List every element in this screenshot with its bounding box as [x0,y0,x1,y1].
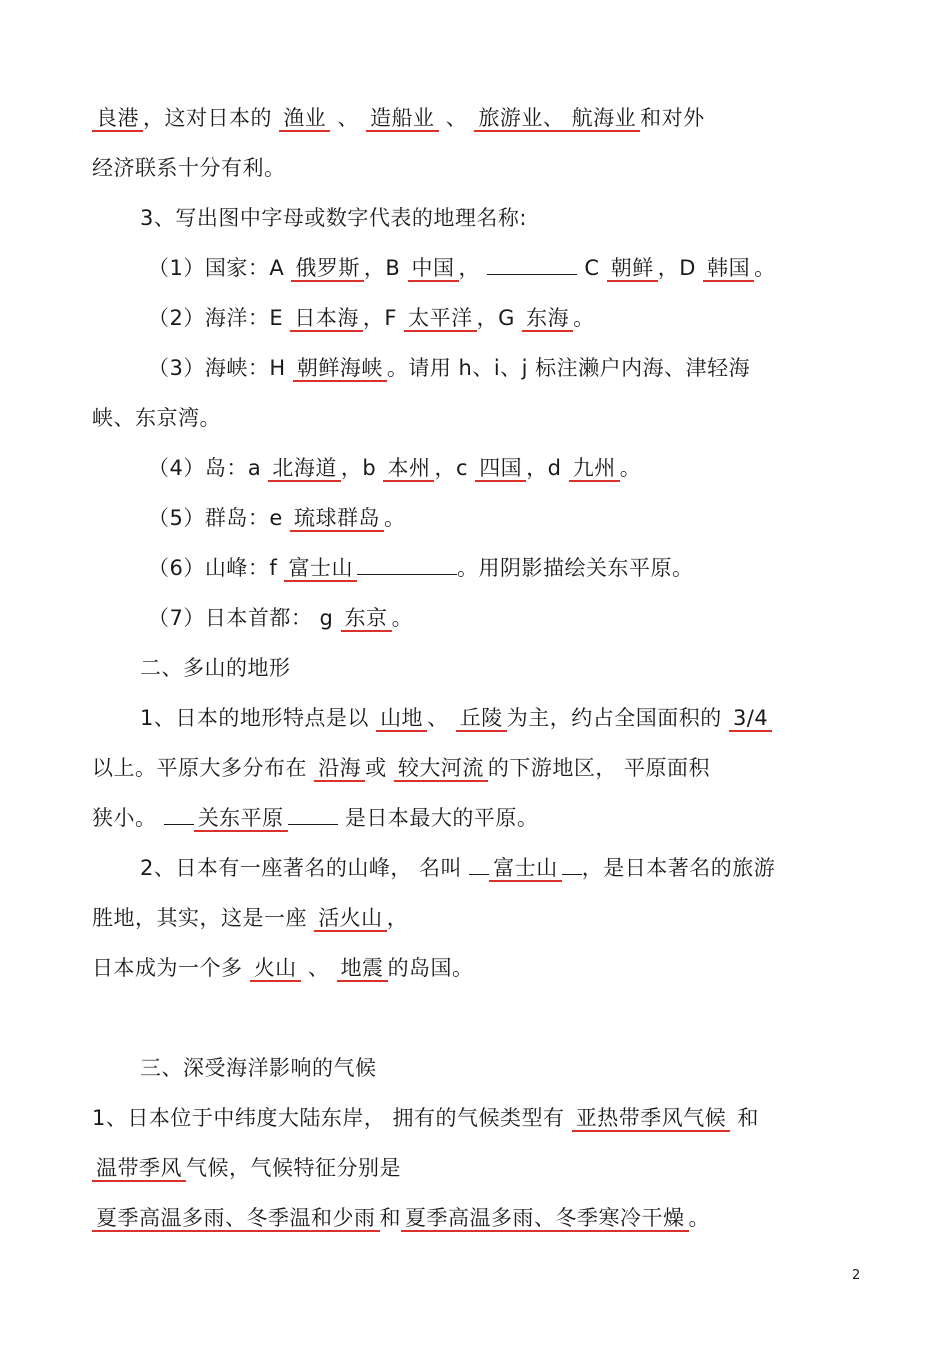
text-run: 。用阴影描绘关东平原。 [456,556,694,580]
answer-fill: 活火山 [314,906,387,932]
text-line-5 [148,303,595,333]
text-run: ，F [362,306,397,330]
blank-line [562,874,582,875]
page-number: 2 [852,1268,861,1283]
answer-fill: 丘陵 [456,706,507,732]
answer-fill: 太平洋 [404,306,477,332]
text-run: ，这对日本的 [143,106,272,130]
text-run: （1）国家：A [148,256,285,280]
text-run: （6）山峰：f [148,556,278,580]
text-run: 1、日本位于中纬度大陆东岸， 拥有的气候类型有 [92,1106,565,1130]
blank-line [288,824,338,825]
answer-fill: 造船业 [366,106,439,132]
blank-line [487,274,577,275]
text-run: 、 [445,106,468,130]
text-run: 、 [427,706,449,730]
answer-fill: 朝鲜海峡 [293,356,387,382]
blank-line [469,874,489,875]
text-run: 的岛国。 [387,956,474,980]
text-run: 3、写出图中字母或数字代表的地理名称: [140,206,527,230]
text-run: 。 [391,606,414,630]
section-heading-3 [140,1053,377,1083]
text-line-21 [92,1153,401,1183]
text-line-18 [92,953,474,983]
text-line-10 [148,553,693,583]
text-line-6 [148,353,750,383]
text-run: 和 [737,1106,759,1130]
text-line-13 [140,703,772,733]
answer-fill: 富士山 [489,856,562,882]
answer-fill: 良港 [92,106,143,132]
text-run: （5）群岛：e [148,506,283,530]
answer-fill: 关东平原 [194,806,288,832]
answer-fill: 夏季高温多雨、冬季温和少雨 [92,1206,380,1232]
text-run: 。 [383,506,406,530]
text-run: 、 [307,956,330,980]
text-run: 的下游地区， 平原面积 [487,756,711,780]
text-line-9 [148,503,405,533]
answer-fill: 渔业 [279,106,330,132]
text-line-1 [92,103,705,133]
text-run: （4）岛：a [148,456,262,480]
text-run: 、 [337,106,359,130]
text-run: 。 [688,1206,710,1230]
answer-fill: 较大河流 [394,756,488,782]
text-run: （2）海洋：E [148,306,284,330]
text-run: ， [458,256,481,280]
text-line-4 [148,253,776,283]
text-line-15 [92,803,538,833]
answer-fill: 俄罗斯 [291,256,364,282]
answer-fill: 日本海 [290,306,363,332]
text-line-20 [92,1103,759,1133]
answer-fill: 朝鲜 [607,256,658,282]
text-run: C [584,256,600,280]
text-run: 。 [619,456,642,480]
answer-fill: 四国 [475,456,526,482]
answer-fill: 沿海 [314,756,365,782]
section-heading-2 [140,653,291,683]
answer-fill: 旅游业、 航海业 [474,106,640,132]
answer-fill: 北海道 [268,456,341,482]
text-run: ，B [363,256,401,280]
blank-line [357,574,457,575]
answer-fill: 本州 [383,456,434,482]
text-run: 胜地，其实，这是一座 [92,906,307,930]
answer-fill: 东京 [341,606,392,632]
text-run: ，d [526,456,562,480]
answer-fill: 夏季高温多雨、冬季寒冷干燥 [401,1206,689,1232]
text-run: 。请用 h、i、j 标注濑户内海、津轻海 [386,356,751,380]
text-line-3 [140,203,527,233]
text-line-16 [140,853,775,883]
text-run: 和对外 [640,106,705,130]
text-line-7 [92,403,221,433]
text-run: 日本成为一个多 [92,956,243,980]
text-run: 2、日本有一座著名的山峰， 名叫 [140,856,463,880]
answer-fill: 中国 [408,256,459,282]
text-run: 。 [754,256,776,280]
text-run: （7）日本首都： g [148,606,334,630]
text-run: 。 [573,306,595,330]
answer-fill: 韩国 [703,256,754,282]
text-run: 或 [365,756,387,780]
text-run: 二、多山的地形 [140,656,291,680]
answer-fill: 富士山 [284,556,357,582]
text-run: ，c [434,456,468,480]
answer-fill: 地震 [337,956,388,982]
answer-fill: 山地 [376,706,427,732]
answer-fill: 亚热带季风气候 [572,1106,731,1132]
text-run: 经济联系十分有利。 [92,156,286,180]
text-line-2 [92,153,286,183]
text-run: 狭小。 [92,806,157,830]
text-run: 1、日本的地形特点是以 [140,706,369,730]
text-run: ，b [340,456,377,480]
text-run: ，是日本著名的旅游 [581,856,776,880]
text-line-22 [92,1203,710,1233]
text-line-8 [148,453,641,483]
text-run: 三、深受海洋影响的气候 [140,1056,377,1080]
text-run: （3）海峡：H [148,356,286,380]
text-line-14 [92,753,710,783]
blank-line [164,824,194,825]
text-run: ， [386,906,409,930]
answer-fill: 东海 [522,306,573,332]
text-run: 气候，气候特征分别是 [186,1156,401,1180]
text-run: 是日本最大的平原。 [344,806,539,830]
text-run: 以上。平原大多分布在 [92,756,307,780]
answer-fill: 温带季风 [92,1156,186,1182]
answer-fill: 火山 [250,956,301,982]
answer-fill: 3/4 [729,706,772,732]
text-run: 为主，约占全国面积的 [506,706,722,730]
answer-fill: 九州 [569,456,620,482]
text-run: 和 [379,1206,401,1230]
text-run: ，D [657,256,696,280]
text-run: 峡、东京湾。 [92,406,221,430]
text-line-17 [92,903,408,933]
text-line-11 [148,603,413,633]
text-run: ，G [476,306,515,330]
answer-fill: 琉球群岛 [290,506,384,532]
